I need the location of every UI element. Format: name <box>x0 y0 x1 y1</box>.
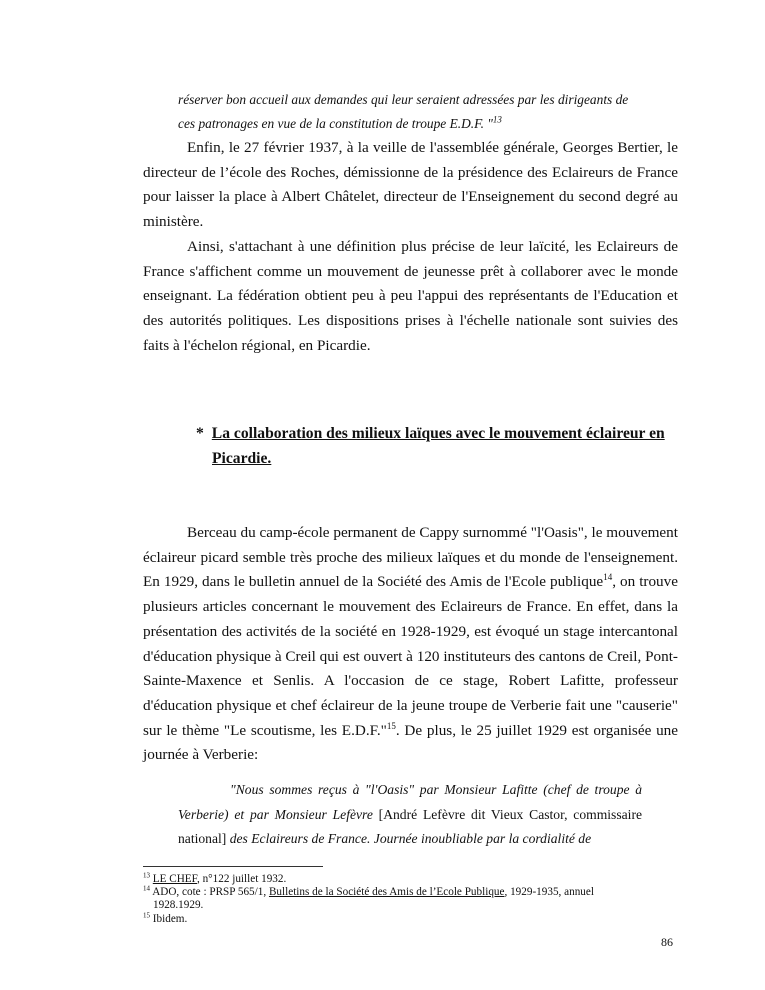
heading-marker: * <box>196 425 204 442</box>
paragraph-2: Ainsi, s'attachant à une définition plus précise de leur laïcité, les Eclaireurs de France s'affichent comme un mouvement de jeunesse prêt à collaborer avec le monde enseignant. La fédération obtient peu à peu l'appui des représentants de l'Education et des autorités politiques. Les dispositions prises à l'échelle nationale sont suivies des faits à l'échelon régional, en Picardie. <box>143 238 678 354</box>
footnote-13-rest: , n°122 juillet 1932. <box>196 873 287 885</box>
footnote-ref-13: 13 <box>492 114 502 125</box>
quote-bottom-bracket: [André Lefèvre dit Vieux Castor, commissaire national] <box>178 806 642 846</box>
quote-bottom-italic-2: des Eclaireurs de France. Journée inoubliable par la cordialité de <box>229 831 592 846</box>
paragraph-3-part-2: , on trouve plusieurs articles concernant le mouvement des Eclaireurs de France. En effet, dans la présentation des activités de la société en 1928-1929, est évoqué un stage intercantonal d'éducation physique à Creil qui est ouvert à 120 instituteurs des cantons de Creil, Pont-Sainte-Maxence et Senlis. A l'occasion de ce stage, Robert Lafitte, professeur d'éducation physique et chef éclaireur de la jeune troupe de Verberie fait une "causerie" sur le thème "Le scoutisme, les E.D.F." <box>143 573 678 739</box>
footnote-14-number: 14 <box>143 884 150 893</box>
paragraph-3-part-3: . De plus, le 25 juillet 1929 est organisée une journée à Verberie: <box>143 721 678 764</box>
section-heading <box>196 421 678 471</box>
footnote-13-title: LE CHEF <box>152 873 197 885</box>
footnote-ref-14: 14 <box>603 572 613 583</box>
footnote-14-rest: , 1929-1935, annuel <box>504 886 594 899</box>
block-quote-bottom <box>178 778 642 852</box>
paragraph-1: Enfin, le 27 février 1937, à la veille de l'assemblée générale, Georges Bertier, le directeur de l’école des Roches, démissionne de la présidence des Eclaireurs de France pour laisser la place à Albert Châtelet, directeur de l'Enseignement du second degré au ministère. <box>143 139 678 231</box>
quote-top-line-1: réserver bon accueil aux demandes qui leur seraient adressées par les dirigeants de <box>178 92 629 107</box>
footnote-separator <box>143 866 323 867</box>
footnote-14-pre: ADO, cote : PRSP 565/1, <box>152 886 269 899</box>
footnote-15-number: 15 <box>143 910 150 919</box>
footnote-15 <box>143 910 663 926</box>
block-quote-top <box>178 88 648 136</box>
footnote-14-title: Bulletins de la Société des Amis de l’Ecole Publique <box>268 886 505 899</box>
page-number: 86 <box>661 935 673 949</box>
footnotes <box>143 873 663 926</box>
heading-line-1: La collaboration des milieux laïques avec le mouvement éclaireur en <box>211 425 665 442</box>
quote-bottom-italic-1: "Nous sommes reçus à "l'Oasis" par Monsieur Lafitte (chef de troupe à Verberie) et par Monsieur Lefèvre <box>178 782 642 822</box>
footnote-ref-15: 15 <box>386 720 396 731</box>
quote-top-line-2 <box>178 112 648 136</box>
paragraph-3 <box>143 521 678 768</box>
heading-line-2: Picardie. <box>212 450 272 467</box>
footnote-14-continuation: 1928.1929. <box>153 899 204 912</box>
paragraph-3-part-1: Berceau du camp-école permanent de Cappy surnommé "l'Oasis", le mouvement éclaireur picard semble très proche des milieux laïques et du monde de l'enseignement. En 1929, dans le bulletin annuel de la Société des Amis de l'Ecole publique <box>143 524 678 591</box>
footnote-13-number: 13 <box>143 871 150 880</box>
quote-bottom-body <box>178 778 642 852</box>
footnote-15-text: Ibidem. <box>152 912 188 925</box>
footnote-14 <box>143 886 663 912</box>
quote-top-line-2-text: ces patronages en vue de la constitution de troupe E.D.F. " <box>178 116 493 131</box>
footnote-13 <box>143 873 663 886</box>
